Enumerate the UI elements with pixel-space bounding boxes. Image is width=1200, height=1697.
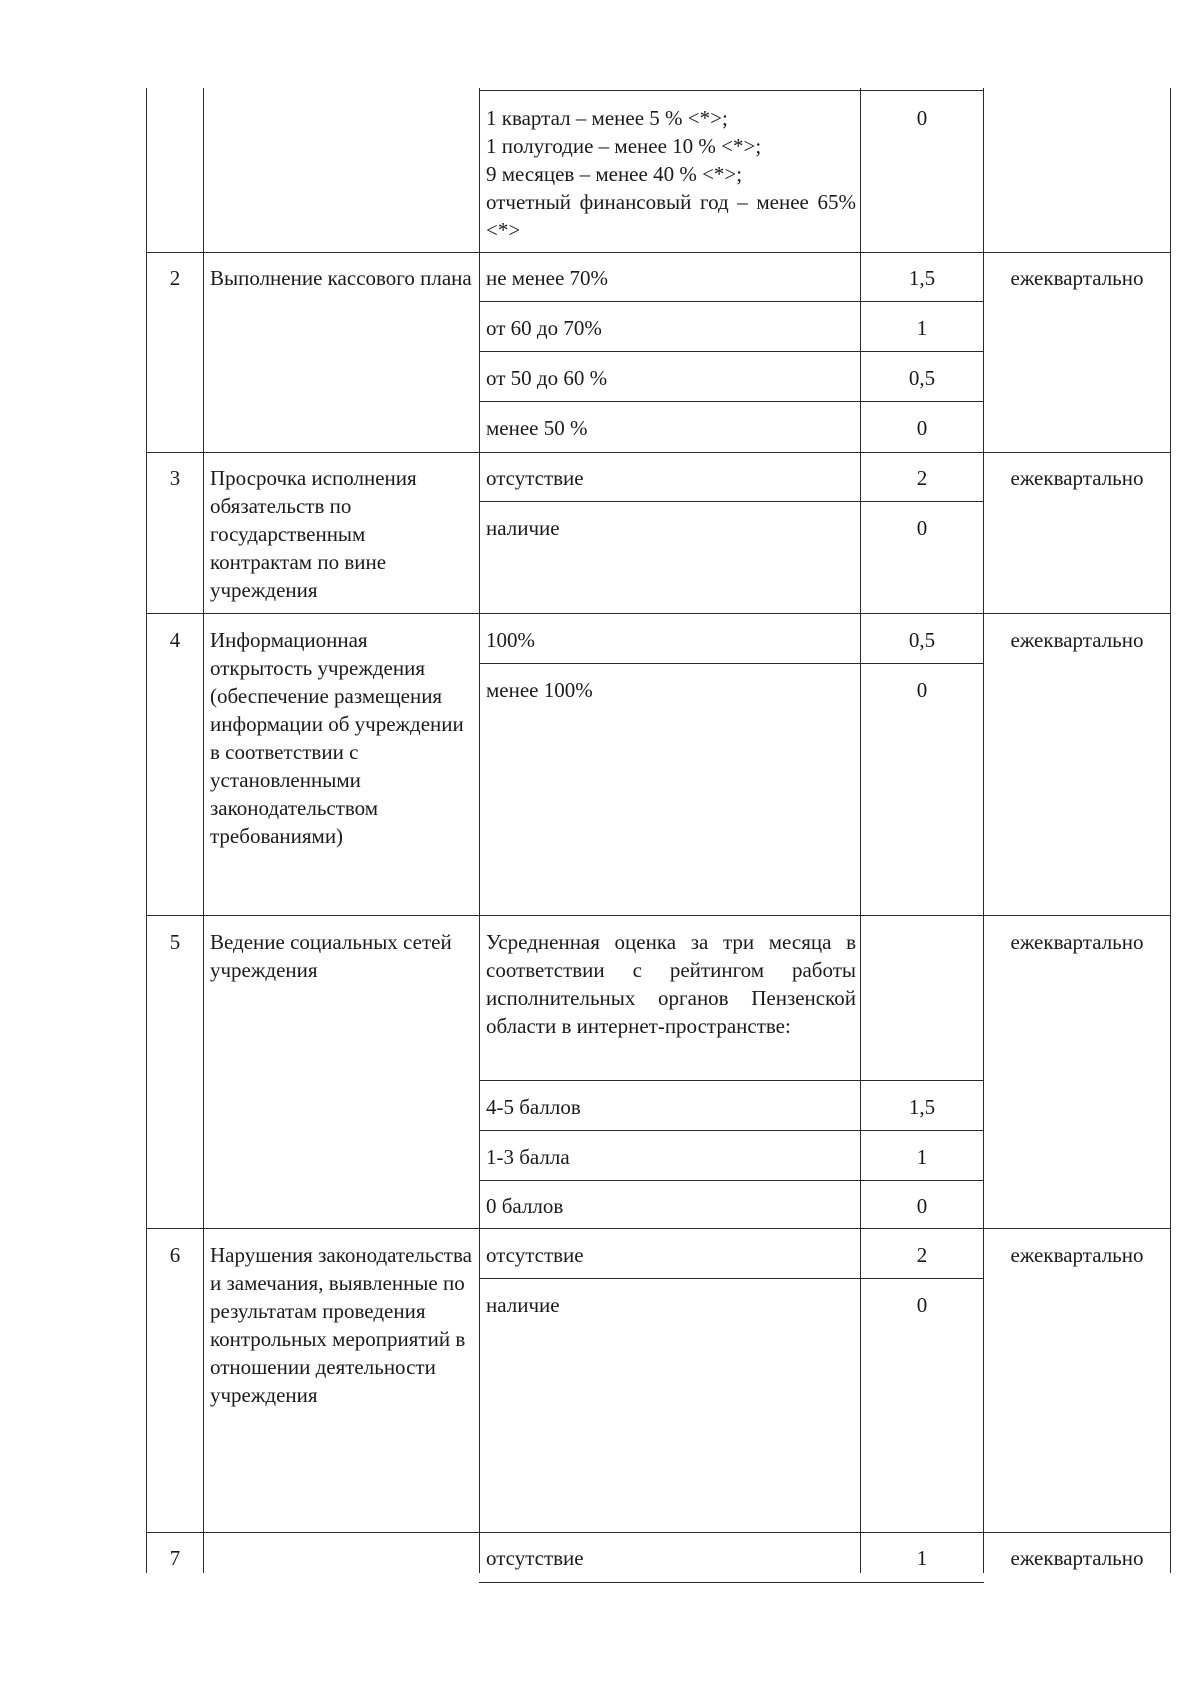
score-cell: 2 (916, 466, 928, 490)
table-border-col-indicator (479, 88, 480, 1573)
table-border-bottom-partial (479, 1582, 984, 1583)
table-border-col-num (203, 88, 204, 1573)
indicator-cell: Просрочка исполнения обязательств по государственным контрактам по вине учреждения (210, 466, 417, 602)
criteria-cell: от 60 до 70% (486, 316, 602, 340)
row-divider-3 (146, 452, 1171, 453)
criteria-cell: 1 квартал – менее 5 % <*>; 1 полугодие – менее 10 % <*>; 9 месяцев – менее 40 % <*>; отчетный финансовый год – менее 65% <*> (486, 106, 856, 242)
periodicity-cell: ежеквартально (1010, 628, 1144, 652)
sub-divider (479, 1130, 984, 1131)
periodicity-cell: ежеквартально (1010, 1546, 1144, 1570)
score-cell: 0 (916, 416, 928, 440)
criteria-cell: от 50 до 60 % (486, 366, 608, 390)
sub-divider (479, 501, 984, 502)
table-border-top-partial (479, 90, 984, 91)
periodicity-cell: ежеквартально (1010, 266, 1144, 290)
score-cell: 1,5 (908, 1095, 936, 1119)
row-number: 4 (169, 628, 181, 652)
score-cell: 1,5 (908, 266, 936, 290)
periodicity-cell: ежеквартально (1010, 930, 1144, 954)
row-number: 5 (169, 930, 181, 954)
score-cell: 0 (916, 516, 928, 540)
table-border-right (1170, 88, 1171, 1573)
row-divider-6 (146, 1228, 1171, 1229)
score-cell: 0,5 (908, 628, 936, 652)
criteria-cell: отсутствие (486, 466, 584, 490)
sub-divider (479, 663, 984, 664)
sub-divider (479, 1180, 984, 1181)
indicator-cell: Нарушения законодательства и замечания, выявленные по результатам проведения контрольных мероприятий в отношении деятельности учреждения (210, 1243, 472, 1407)
sub-divider (479, 351, 984, 352)
criteria-cell: отсутствие (486, 1546, 584, 1570)
row-number: 3 (169, 466, 181, 490)
score-cell: 0 (916, 1293, 928, 1317)
criteria-cell: наличие (486, 516, 560, 540)
score-cell: 1 (916, 1546, 928, 1570)
score-cell: 0 (916, 1194, 928, 1218)
indicator-cell: Ведение социальных сетей учреждения (210, 930, 452, 982)
criteria-cell: 0 баллов (486, 1194, 564, 1218)
indicator-cell: Выполнение кассового плана (210, 266, 472, 290)
criteria-cell: отсутствие (486, 1243, 584, 1267)
row-number: 2 (169, 266, 181, 290)
sub-divider (479, 1278, 984, 1279)
criteria-cell: 100% (486, 628, 535, 652)
periodicity-cell: ежеквартально (1010, 466, 1144, 490)
periodicity-cell: ежеквартально (1010, 1243, 1144, 1267)
criteria-cell: менее 50 % (486, 416, 588, 440)
score-cell: 0 (916, 678, 928, 702)
sub-divider (479, 401, 984, 402)
table-border-col-score (983, 88, 984, 1573)
criteria-cell: 4-5 баллов (486, 1095, 581, 1119)
score-cell: 0 (916, 106, 928, 130)
criteria-cell: наличие (486, 1293, 560, 1317)
table-border-col-criteria (860, 88, 861, 1573)
row-divider-4 (146, 613, 1171, 614)
row-divider-2 (146, 252, 1171, 253)
score-cell: 0,5 (908, 366, 936, 390)
row-number: 6 (169, 1243, 181, 1267)
row-divider-5 (146, 915, 1171, 916)
indicator-cell: Информационная открытость учреждения (обеспечение размещения информации об учреждении в соответствии с установленными законодательством требованиями) (210, 628, 464, 848)
criteria-cell: не менее 70% (486, 266, 609, 290)
score-cell: 1 (916, 1145, 928, 1169)
criteria-cell: 1-3 балла (486, 1145, 570, 1169)
score-cell: 2 (916, 1243, 928, 1267)
sub-divider (479, 301, 984, 302)
sub-divider (479, 1080, 984, 1081)
criteria-cell: менее 100% (486, 678, 593, 702)
table-border-left (146, 88, 147, 1573)
row-number: 7 (169, 1546, 181, 1570)
row-divider-7 (146, 1532, 1171, 1533)
score-cell: 1 (916, 316, 928, 340)
criteria-intro-cell: Усредненная оценка за три месяца в соответствии с рейтингом работы исполнительных органов Пензенской области в интернет-пространстве: (486, 930, 856, 1038)
